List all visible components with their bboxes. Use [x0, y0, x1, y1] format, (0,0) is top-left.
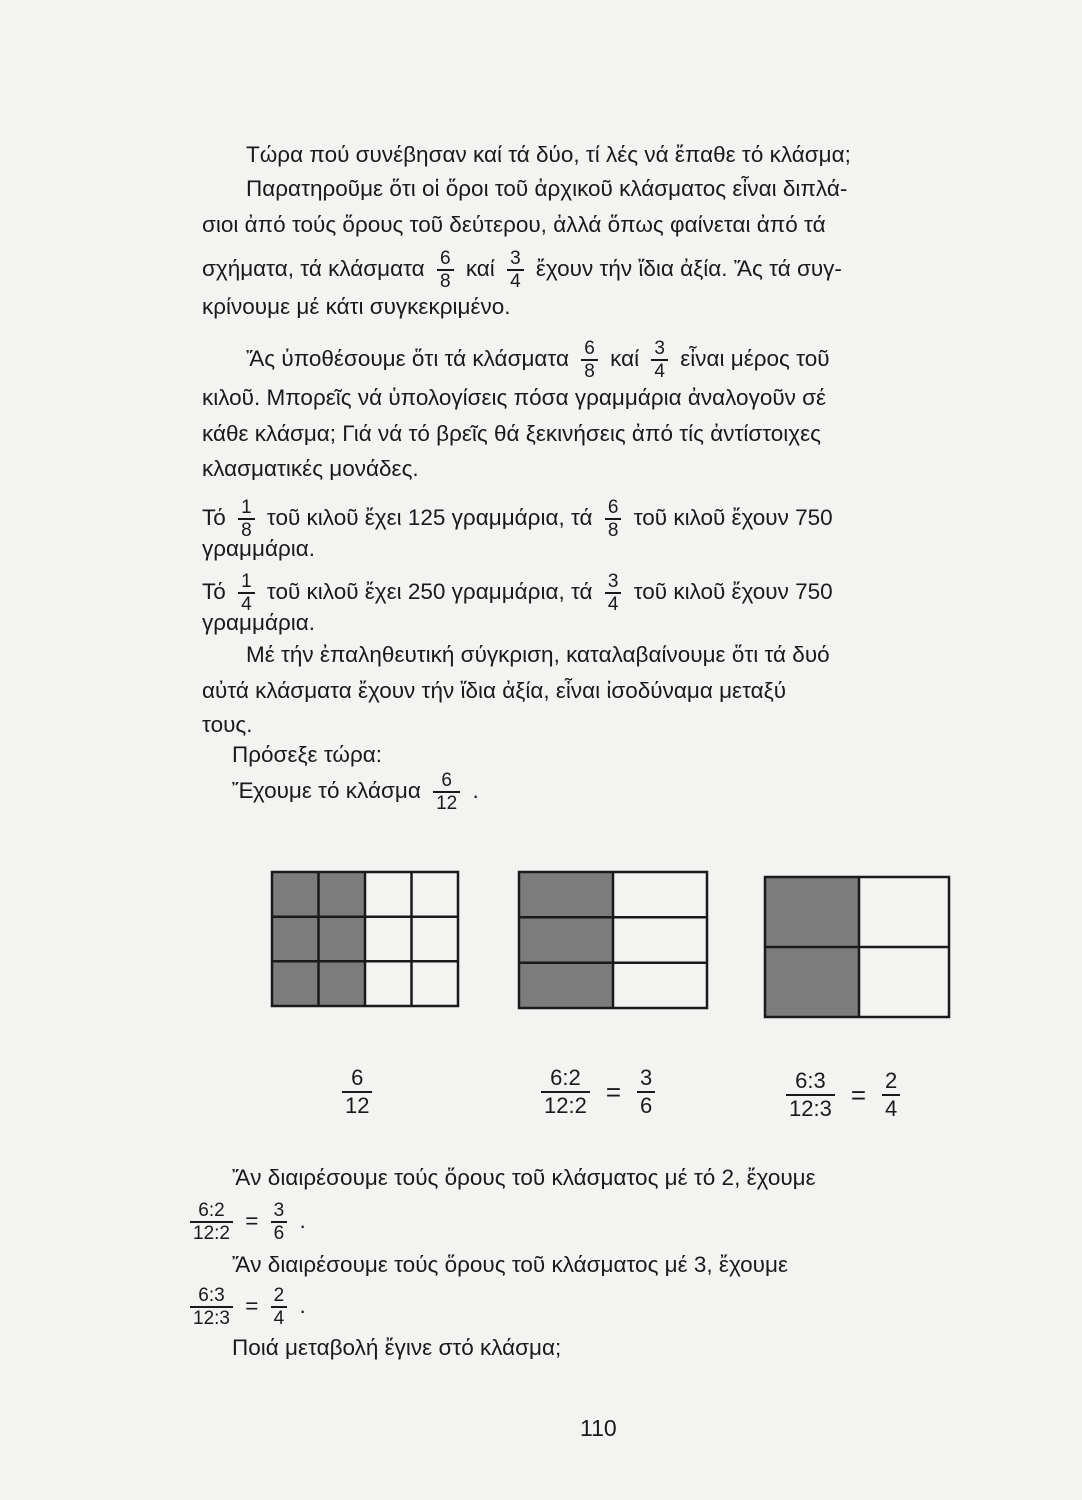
line-18-text-a: Ἔχουμε τό κλάσμα	[232, 777, 421, 803]
line-6-text-b: καί	[610, 345, 640, 371]
line-1: Τώρα πού συνέβησαν καί τά δύο, τί λές νά ἔπαθε τό κλάσμα;	[246, 142, 851, 167]
grid-figure-3-6	[517, 870, 709, 1010]
fraction-6-8: $\frac{6}{8}$	[437, 248, 454, 292]
page-number: 110	[580, 1415, 617, 1441]
caption-6-12-div-3	[780, 1068, 906, 1122]
line-10-text-a: Τό	[202, 504, 226, 530]
fraction-6-8: $\frac{6}{8}$	[581, 338, 598, 382]
fraction-2-4: $\frac{2}{4}$	[271, 1285, 288, 1329]
line-4-text-b: καί	[465, 255, 495, 281]
line-6-text-a: Ἄς ὑποθέσουμε ὅτι τά κλάσματα	[246, 345, 569, 371]
grid-figure-6-12	[270, 870, 460, 1008]
line-11: γραμμάρια.	[202, 536, 316, 561]
line-6-text-c: εἶναι μέρος τοῦ	[680, 345, 830, 371]
fraction-6div3-12div3: $\frac{6:3}{12:3}$	[786, 1068, 835, 1122]
line-17: Πρόσεξε τώρα:	[232, 742, 383, 767]
line-6	[246, 338, 830, 382]
caption-6-12-div-2	[535, 1065, 661, 1119]
line-3: σιοι ἀπό τούς ὅρους τοῦ δεύτερου, ἀλλά ὅπως φαίνεται ἀπό τά	[202, 212, 826, 237]
fraction-1-8: $\frac{1}{8}$	[238, 497, 255, 541]
fraction-2-4: $\frac{2}{4}$	[882, 1068, 900, 1122]
line-9: κλασματικές μονάδες.	[202, 456, 419, 481]
line-10-text-b: τοῦ κιλοῦ ἔχει 125 γραμμάρια, τά	[266, 504, 593, 530]
line-12-text-b: τοῦ κιλοῦ ἔχει 250 γραμμάρια, τά	[266, 578, 593, 604]
fraction-3-6: $\frac{3}{6}$	[271, 1200, 288, 1244]
fraction-1-4: $\frac{1}{4}$	[238, 571, 255, 615]
fraction-6-12: $\frac{6}{12}$	[433, 770, 460, 814]
line-18	[232, 770, 479, 814]
equals-sign: =	[245, 1292, 259, 1318]
line-7: κιλοῦ. Μπορεῖς νά ὑπολογίσεις πόσα γραμμάρια ἀναλογοῦν σέ	[202, 385, 827, 410]
line-15: αὐτά κλάσματα ἔχουν τήν ἴδια ἀξία, εἶναι ἰσοδύναμα μεταξύ	[202, 678, 787, 703]
fraction-6div2-12div2: $\frac{6:2}{12:2}$	[190, 1200, 233, 1244]
equals-sign: =	[245, 1207, 259, 1233]
grid-figure-2-4	[763, 875, 951, 1019]
line-13: γραμμάρια.	[202, 610, 316, 635]
fraction-6div3-12div3: $\frac{6:3}{12:3}$	[190, 1285, 233, 1329]
line-5: κρίνουμε μέ κάτι συγκεκριμένο.	[202, 294, 511, 319]
line-21: Ποιά μεταβολή ἔγινε στό κλάσμα;	[232, 1335, 562, 1360]
fraction-3-4: $\frac{3}{4}$	[605, 571, 622, 615]
line-8: κάθε κλάσμα; Γιά νά τό βρεῖς θά ξεκινήσεις ἀπό τίς ἀντίστοιχες	[202, 421, 821, 446]
equals-sign: =	[605, 1076, 622, 1107]
fraction-3-4: $\frac{3}{4}$	[651, 338, 668, 382]
line-20-result	[190, 1285, 306, 1329]
equals-sign: =	[850, 1079, 867, 1110]
fraction-6div2-12div2: $\frac{6:2}{12:2}$	[541, 1065, 590, 1119]
line-20-period: .	[299, 1292, 306, 1318]
line-20: Ἄν διαιρέσουμε τούς ὅρους τοῦ κλάσματος μέ 3, ἔχουμε	[232, 1252, 788, 1277]
line-10-text-c: τοῦ κιλοῦ ἔχουν 750	[633, 504, 833, 530]
line-12-text-a: Τό	[202, 578, 226, 604]
line-2: Παρατηροῦμε ὅτι οἱ ὅροι τοῦ ἀρχικοῦ κλάσματος εἶναι διπλά-	[246, 176, 848, 201]
fraction-3-4: $\frac{3}{4}$	[507, 248, 524, 292]
line-4-text-a: σχήματα, τά κλάσματα	[202, 255, 425, 281]
line-18-text-b: .	[472, 777, 479, 803]
line-4-text-c: ἔχουν τήν ἴδια ἀξία. Ἄς τά συγ-	[535, 255, 842, 281]
fraction-3-6: $\frac{3}{6}$	[637, 1065, 655, 1119]
line-19: Ἄν διαιρέσουμε τούς ὅρους τοῦ κλάσματος μέ τό 2, ἔχουμε	[232, 1165, 816, 1190]
line-14: Μέ τήν ἐπαληθευτική σύγκριση, καταλαβαίνουμε ὅτι τά δυό	[246, 642, 830, 667]
line-16: τους.	[202, 712, 253, 737]
caption-6-12	[336, 1065, 378, 1119]
line-19-result	[190, 1200, 306, 1244]
fraction-6-12: $\frac{6}{12}$	[342, 1065, 372, 1119]
line-4	[202, 248, 842, 292]
line-12-text-c: τοῦ κιλοῦ ἔχουν 750	[633, 578, 833, 604]
fraction-6-8: $\frac{6}{8}$	[605, 497, 622, 541]
line-19-period: .	[299, 1207, 306, 1233]
